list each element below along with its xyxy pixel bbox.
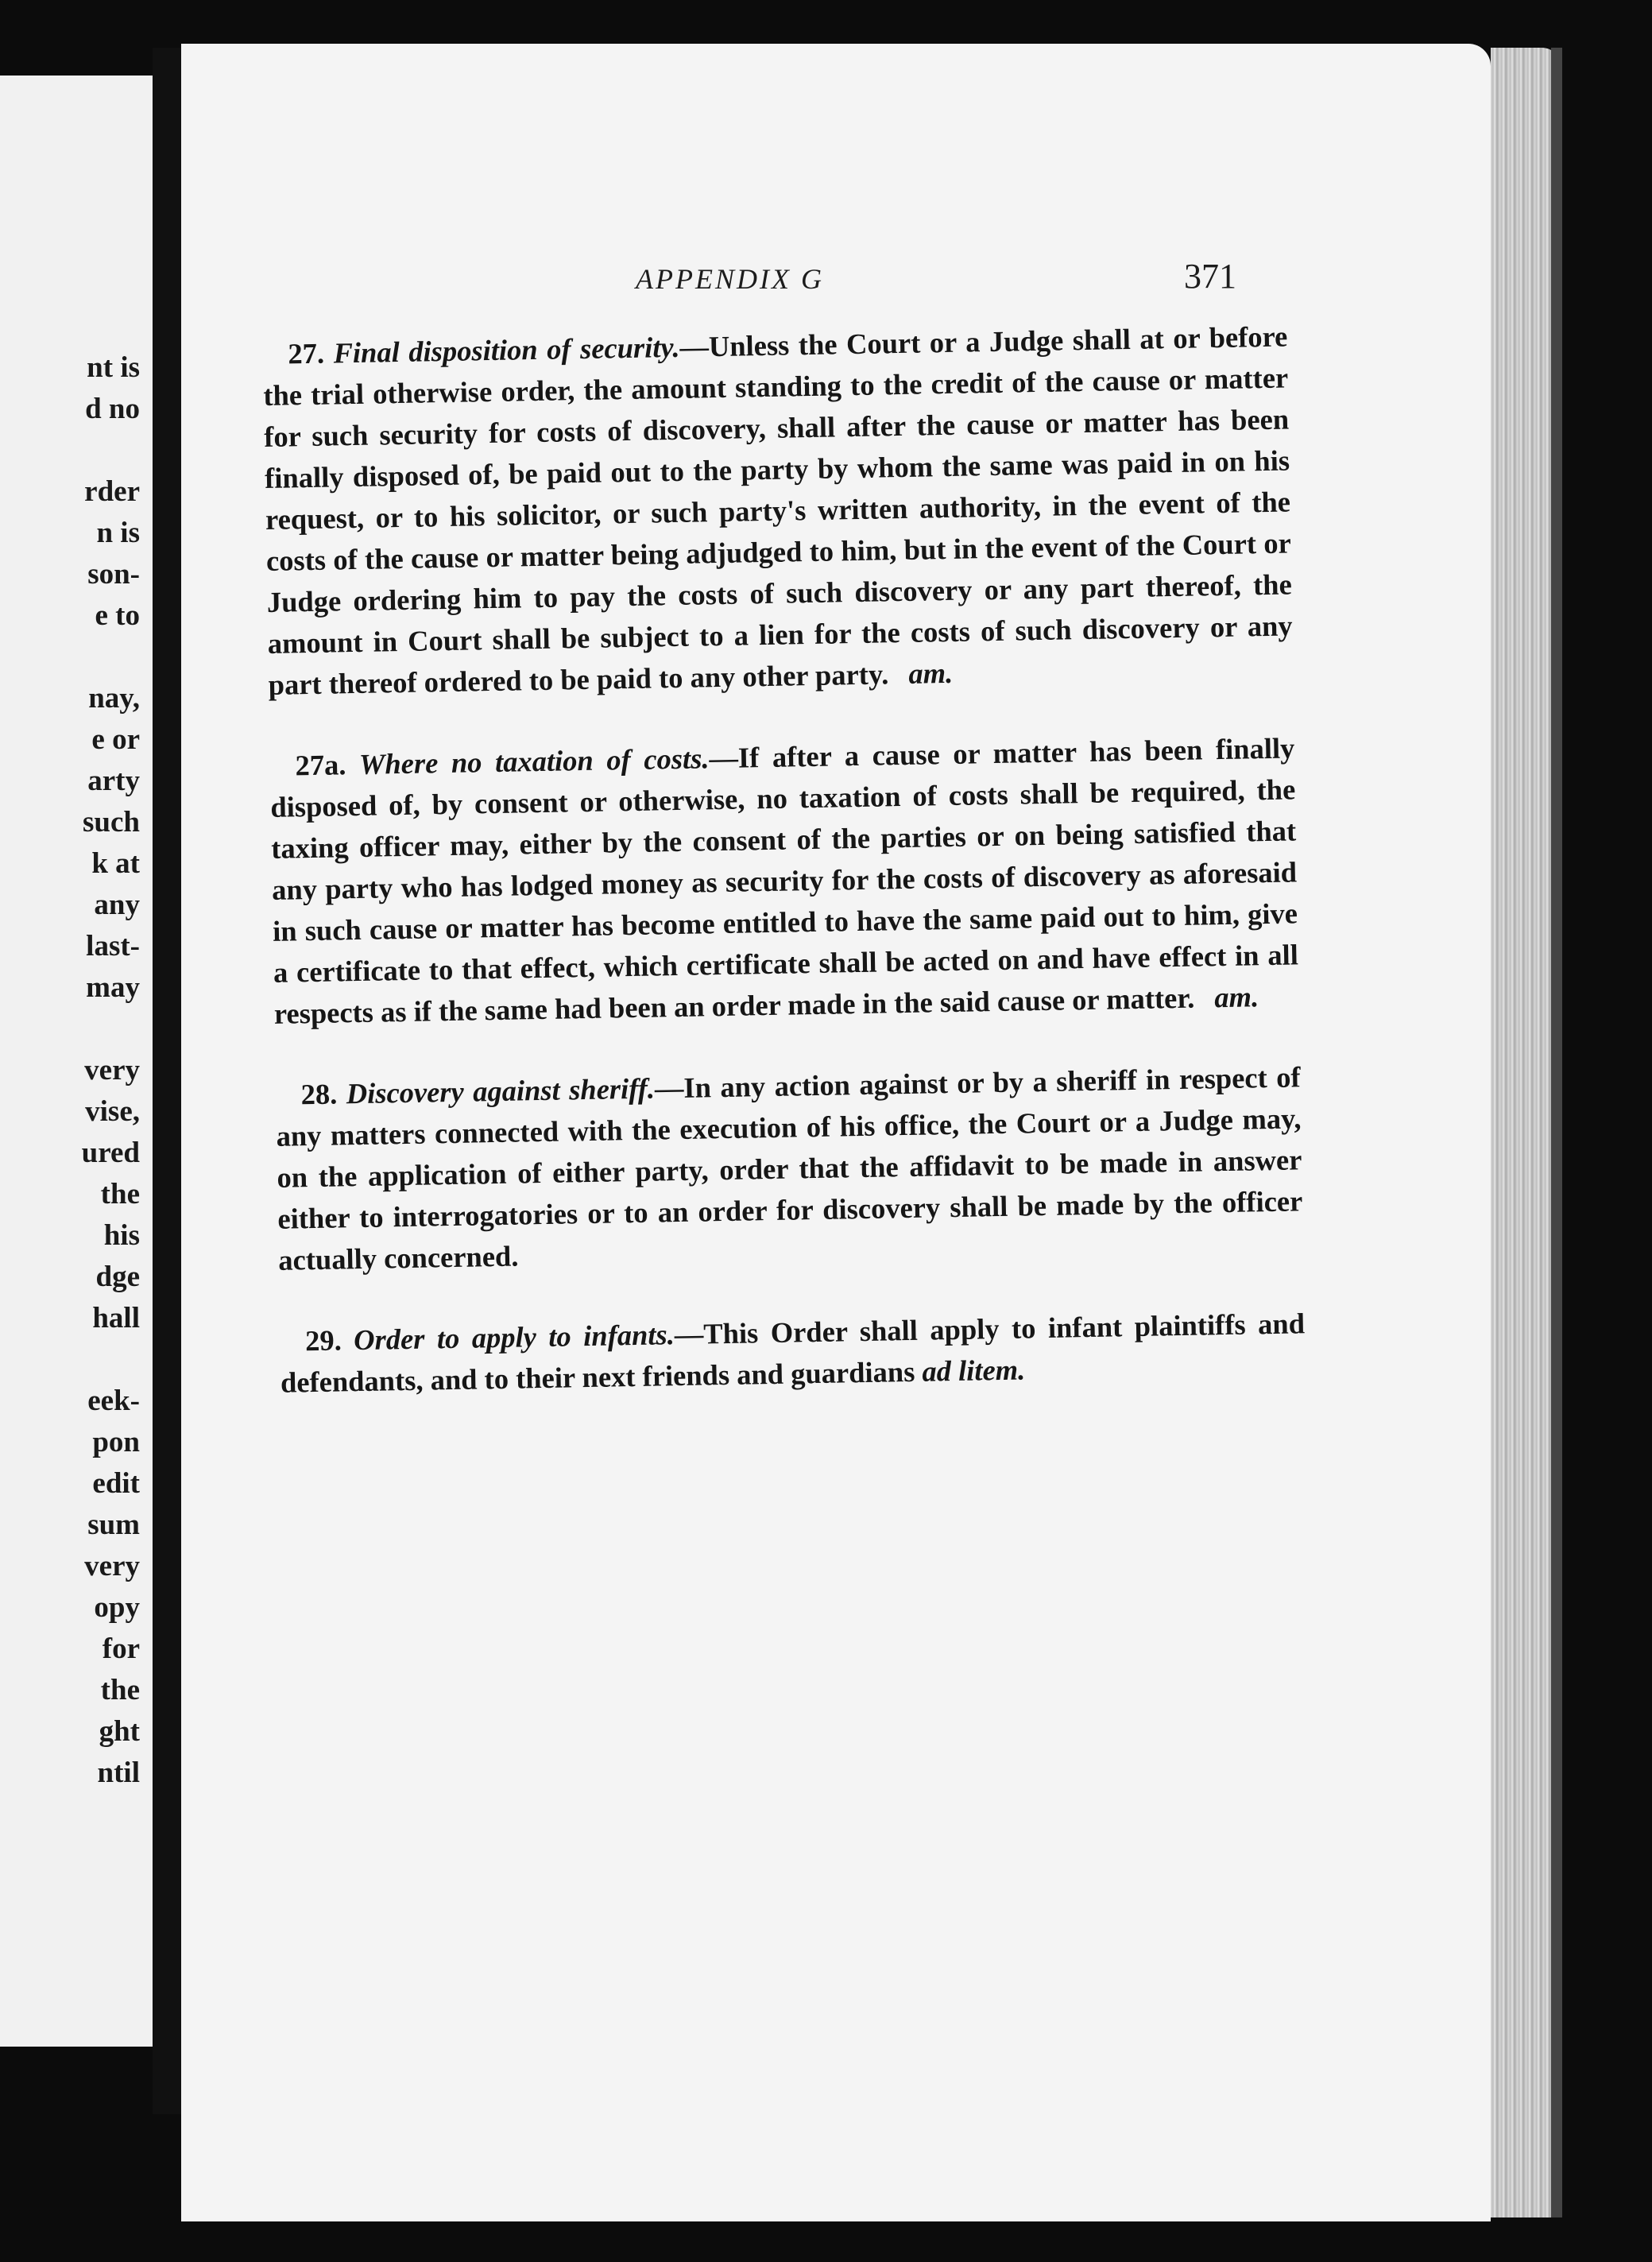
running-head-title: APPENDIX G (636, 263, 824, 295)
left-page-line-fragment: son- (87, 558, 140, 591)
amendment-note: am. (907, 656, 954, 690)
paragraph-number: 27a. (295, 748, 346, 782)
amendment-note: am. (1213, 980, 1259, 1014)
left-page-line-fragment: vise, (85, 1095, 140, 1128)
left-page-line-fragment: opy (94, 1591, 140, 1624)
left-page-line-fragment: may (86, 971, 140, 1004)
paragraph-number: 27. (288, 336, 325, 370)
page-edges (1491, 48, 1562, 2217)
left-page-line-fragment: the (100, 1178, 140, 1210)
line-gap (82, 1339, 140, 1381)
paragraph-29 (280, 1303, 1306, 1403)
left-page-line-fragment: nt is (87, 351, 140, 384)
left-page-line-fragment: his (103, 1219, 140, 1252)
paragraph-body: —This Order shall apply to infant plaintiffs and defendants, and to their next friends and guardians (280, 1307, 1306, 1399)
left-page-text-fragments (82, 347, 140, 1794)
paragraph-number: 29. (304, 1323, 342, 1358)
page-number: 371 (1184, 257, 1236, 296)
left-page-line-fragment: nay, (88, 682, 140, 715)
left-page-line-fragment: e to (95, 599, 140, 632)
paragraph-body: —If after a cause or matter has been finally disposed of, by consent or otherwise, no taxation of costs shall be required, the taxing officer may, either by the consent of the parties or on being satisfied that any party who has lodged money as security for the costs of discovery as aforesaid in such cause or matter has become entitled to have the same paid out to him, give a certificate to that effect, which certificate shall be acted on and have effect in all respects as if the same had been an order made in the said cause or matter. (270, 731, 1299, 1030)
main-text (262, 316, 1306, 1443)
left-page-line-fragment: eek- (87, 1385, 140, 1417)
paragraph-27 (262, 316, 1294, 705)
left-page-line-fragment: such (83, 806, 140, 839)
left-page-line-fragment: d no (85, 393, 140, 425)
left-page-line-fragment: last- (86, 930, 140, 963)
left-page-line-fragment: arty (87, 765, 140, 797)
left-page-line-fragment: edit (92, 1467, 140, 1500)
left-page-line-fragment: rder (84, 475, 140, 508)
left-page-line-fragment: hall (92, 1302, 140, 1334)
left-page-line-fragment: ntil (97, 1757, 140, 1789)
book-gutter (153, 48, 181, 2114)
line-gap (82, 1009, 140, 1050)
left-page-line-fragment: n is (96, 517, 140, 549)
left-page-line-fragment: for (102, 1633, 140, 1665)
line-gap (82, 430, 140, 471)
left-page-line-fragment: dge (95, 1261, 140, 1293)
left-page-line-fragment: any (94, 889, 140, 921)
left-page-line-fragment: sum (87, 1509, 140, 1541)
ad-litem-phrase: ad litem. (922, 1353, 1026, 1388)
paragraph-body: —In any action against or by a sheriff in respect of any matters connected with the execution of his office, the Court or a Judge may, on the application of either party, order that the affidavit to be made in answer either to interrogatories or to an order for discovery shall be made by the officer actually concerned. (276, 1060, 1303, 1276)
left-page-line-fragment: pon (92, 1426, 140, 1458)
paragraph-heading: Where no taxation of costs. (358, 742, 710, 780)
paragraph-body: —Unless the Court or a Judge shall at or before the trial otherwise order, the amount standing to the credit of the cause or matter for such security for costs of discovery, shall after the cause or matter has been finally disposed of, be paid out to the party by whom the same was paid in on his request, or to his solicitor, or such party's written authority, in the event of the costs of the cause or matter being adjudged to him, but in the event of the Court or Judge ordering him to pay the costs of such discovery or any part thereof, the amount in Court shall be subject to a lien for the costs of such discovery or any part thereof ordered to be paid to any other party. (262, 320, 1293, 701)
paragraph-heading: Discovery against sheriff. (346, 1071, 656, 1110)
paragraph-heading: Order to apply to infants. (353, 1318, 675, 1357)
left-page-line-fragment: very (84, 1550, 140, 1582)
left-page-line-fragment: e or (91, 723, 140, 756)
left-facing-page (0, 76, 153, 2047)
left-page-line-fragment: k at (91, 847, 140, 880)
paragraph-27a (269, 727, 1299, 1034)
paragraph-heading: Final disposition of security. (333, 330, 680, 370)
left-page-line-fragment: ured (81, 1137, 140, 1169)
left-page-line-fragment: ght (99, 1715, 140, 1748)
paragraph-number: 28. (300, 1077, 338, 1111)
paragraph-28 (275, 1056, 1303, 1280)
left-page-line-fragment: very (84, 1054, 140, 1086)
running-head (636, 257, 1271, 310)
line-gap (82, 637, 140, 678)
left-page-line-fragment: the (100, 1674, 140, 1706)
